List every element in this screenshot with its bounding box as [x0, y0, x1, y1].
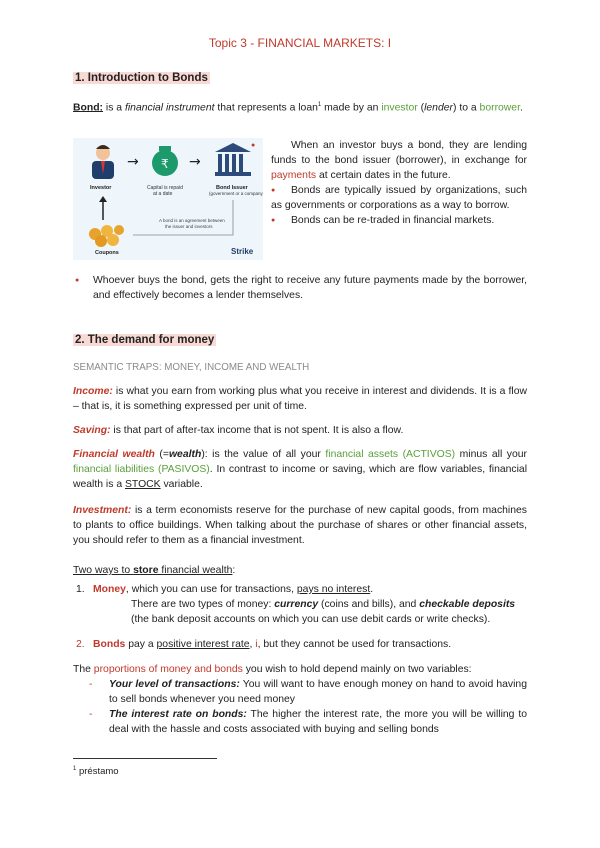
bond-diagram	[73, 138, 263, 260]
issuer-label-2: (government or a company)	[209, 191, 263, 196]
agreement-label-2: the issuer and investors	[165, 224, 213, 229]
svg-text:→: →	[127, 154, 139, 170]
bank-icon	[215, 143, 251, 176]
page-title: Topic 3 - FINANCIAL MARKETS: I	[208, 36, 392, 50]
rupee-bag-icon	[152, 146, 178, 176]
proportions-text: The proportions of money and bonds you wish to hold depend mainly on two variables:	[73, 664, 472, 675]
variable-interest: - The interest rate on bonds: The higher the interest rate, the more you will be willing to deal with the hassle and costs associated with buying and selling bonds	[89, 709, 527, 735]
way-bonds: 2. Bonds pay a positive interest rate, i, but they cannot be used for transactions.	[76, 639, 452, 650]
coins-icon	[89, 225, 124, 247]
way-money: 1. Money, which you can use for transactions, pays no interest.	[76, 584, 374, 595]
bullet-retraded: ● Bonds can be re-traded in financial markets.	[271, 215, 495, 226]
bond-bullets	[251, 138, 527, 228]
investor-label: Investor	[90, 185, 112, 191]
coupons-label: Coupons	[95, 250, 119, 256]
money-types: There are two types of money: currency (coins and bills), and checkable deposits (the bank deposit accounts on which you can use debit cards or write checks).	[131, 599, 516, 625]
section-2-heading: 2. The demand for money	[75, 334, 215, 346]
ways-heading: Two ways to store financial wealth:	[73, 565, 236, 576]
bond-figure	[73, 138, 263, 260]
capital-label-2: at a date	[153, 191, 173, 197]
svg-text:₹: ₹	[161, 157, 169, 171]
bullet-lending: ● When an investor buys a bond, they are lending funds to the bond issuer (borrower), in exchange for payments at certain dates in the future.	[251, 140, 527, 181]
bullet-whoever: ● Whoever buys the bond, gets the right to receive any future payments made by the borrower, and effectively becomes a lender themselves.	[75, 275, 527, 301]
investor-icon	[92, 145, 114, 179]
variable-transactions: - Your level of transactions: You will want to have enough money on hand to avoid having to sell bonds whenever you need money	[89, 679, 527, 705]
bullet-issued: ● Bonds are typically issued by organizations, such as governments or corporations as a way to borrow.	[271, 185, 527, 211]
svg-text:→: →	[189, 154, 201, 170]
capital-label: Capital is repaid	[147, 185, 183, 191]
section-1-heading: 1. Introduction to Bonds	[75, 72, 208, 84]
investment-definition: Investment: is a term economists reserve for the purchase of new capital goods, from machines to plants to office buildings. When talking about the purchase of shares or other financial assets, you should refer to them as a financial investment.	[73, 505, 527, 546]
bullet-dot: ●	[251, 142, 256, 149]
agreement-label: A bond is an agreement between	[159, 218, 225, 223]
saving-definition: Saving: is that part of after-tax income that is not spent. It is also a flow.	[73, 425, 404, 436]
brand-logo: Strike	[231, 247, 254, 256]
footnote-divider	[73, 758, 217, 759]
semantic-traps: SEMANTIC TRAPS: MONEY, INCOME AND WEALTH	[73, 362, 310, 373]
wealth-definition: Financial wealth (=wealth): is the value of all your financial assets (ACTIVOS) minus all your financial liabilities (PASIVOS). In contrast to income or saving, which are flow variables, financial wealth is a STOCK variable.	[73, 449, 528, 490]
income-definition: Income: is what you earn from working plus what you receive in interest and dividends. It is a flow – that is, it is something expressed per unit of time.	[73, 386, 527, 412]
footnote: $^1$ préstamo	[73, 766, 119, 778]
issuer-label: Bond Issuer	[216, 185, 248, 191]
bond-definition: Bond: is a financial instrument that represents a loan$^1$ made by an investor (lender) to a borrower.	[73, 102, 523, 114]
